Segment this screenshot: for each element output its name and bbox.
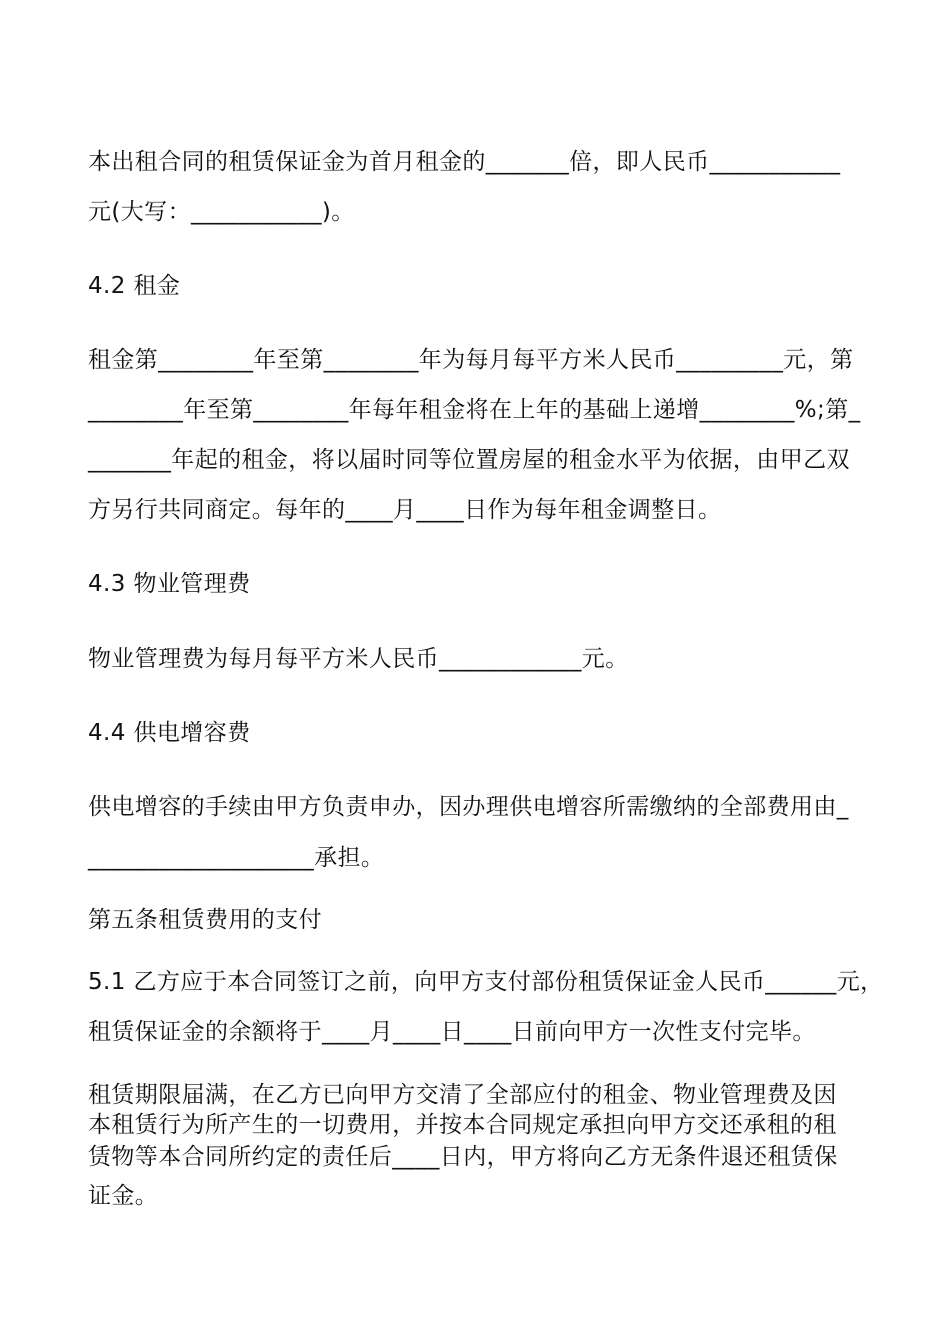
- refund-line-2: 本租赁行为所产生的一切费用，并按本合同规定承担向甲方交还承租的租: [88, 1112, 837, 1138]
- deposit-line-2: 元(大写：___________)。: [88, 199, 355, 225]
- power-fee-line-2: ___________________承担。: [88, 845, 385, 871]
- refund-line-3: 赁物等本合同所约定的责任后____日内，甲方将向乙方无条件退还租赁保: [88, 1144, 838, 1170]
- rent-line-1: 租金第________年至第________年为每月每平方米人民币_________元，第: [88, 347, 854, 373]
- refund-line-4: 证金。: [88, 1183, 159, 1209]
- rent-line-4: 方另行共同商定。每年的____月____日作为每年租金调整日。: [88, 497, 722, 523]
- rent-line-2: ________年至第________年每年租金将在上年的基础上递增________%;第_: [88, 397, 861, 423]
- property-fee-line: 物业管理费为每月每平方米人民币____________元。: [88, 646, 629, 672]
- payment-5-1-line-2: 租赁保证金的余额将于____月____日____日前向甲方一次性支付完毕。: [88, 1019, 816, 1045]
- power-fee-line-1: 供电增容的手续由甲方负责申办，因办理供电增容所需缴纳的全部费用由_: [88, 794, 849, 820]
- section-4-3-heading: 4.3 物业管理费: [88, 571, 251, 597]
- section-4-4-heading: 4.4 供电增容费: [88, 720, 251, 746]
- section-4-2-heading: 4.2 租金: [88, 273, 181, 299]
- rent-line-3: _______年起的租金，将以届时同等位置房屋的租金水平为依据，由甲乙双: [88, 447, 850, 473]
- deposit-line-1: 本出租合同的租赁保证金为首月租金的_______倍，即人民币___________: [88, 149, 841, 175]
- article-5-heading: 第五条租赁费用的支付: [88, 907, 322, 933]
- refund-line-1: 租赁期限届满，在乙方已向甲方交清了全部应付的租金、物业管理费及因: [88, 1082, 837, 1108]
- payment-5-1-line-1: 5.1 乙方应于本合同签订之前，向甲方支付部份租赁保证金人民币______元，: [88, 969, 884, 995]
